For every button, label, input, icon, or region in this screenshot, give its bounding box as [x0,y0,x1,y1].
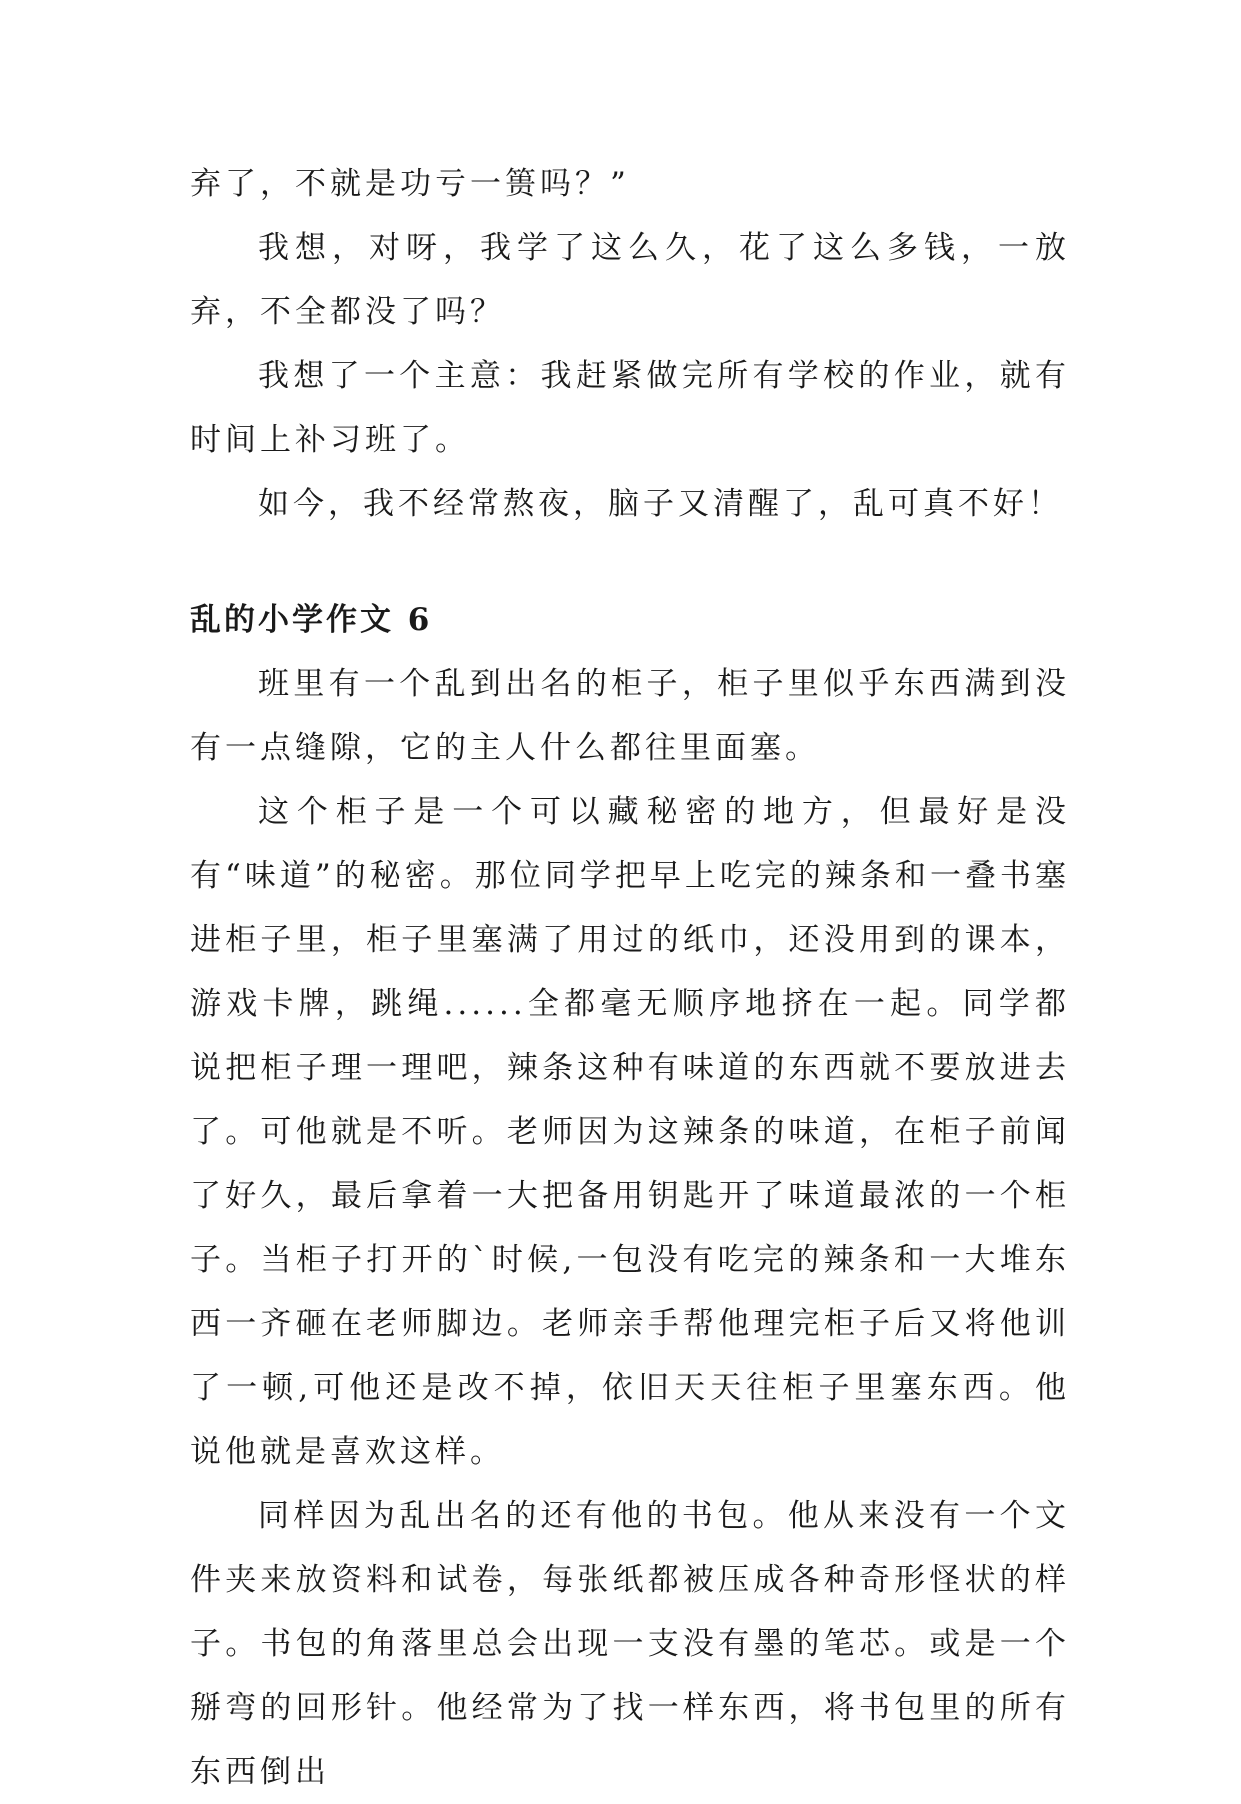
paragraph: 班里有一个乱到出名的柜子，柜子里似乎东西满到没有一点缝隙，它的主人什么都往里面塞。 [190,666,1070,766]
paragraph: 我想了一个主意：我赶紧做完所有学校的作业，就有时间上补习班了。 [190,358,1070,458]
paragraph: 我想，对呀，我学了这么久，花了这么多钱，一放弃，不全都没了吗？ [190,230,1070,330]
paragraph: 同样因为乱出名的还有他的书包。他从来没有一个文件夹来放资料和试卷，每张纸都被压成各种奇形怪状的样子。书包的角落里总会出现一支没有墨的笔芯。或是一个掰弯的回形针。他经常为了找一样东西，将书包里的所有东西倒出 [190,1498,1070,1790]
document-body [190,152,1070,1804]
section-title: 乱的小学作文 6 [190,602,433,638]
paragraph-continuation: 弃了，不就是功亏一篑吗？” [190,166,630,202]
section-spacer [190,536,1070,588]
paragraph: 如今，我不经常熬夜，脑子又清醒了，乱可真不好！ [258,486,1063,522]
paragraph: 这个柜子是一个可以藏秘密的地方，但最好是没有“味道”的秘密。那位同学把早上吃完的辣条和一叠书塞进柜子里，柜子里塞满了用过的纸巾，还没用到的课本，游戏卡牌，跳绳......全都毫无顺序地挤在一起。同学都说把柜子理一理吧，辣条这种有味道的东西就不要放进去了。可他就是不听。老师因为这辣条的味道，在柜子前闻了好久，最后拿着一大把备用钥匙开了味道最浓的一个柜子。当柜子打开的`时候,一包没有吃完的辣条和一大堆东西一齐砸在老师脚边。老师亲手帮他理完柜子后又将他训了一顿,可他还是改不掉，依旧天天往柜子里塞东西。他说他就是喜欢这样。 [190,794,1070,1470]
